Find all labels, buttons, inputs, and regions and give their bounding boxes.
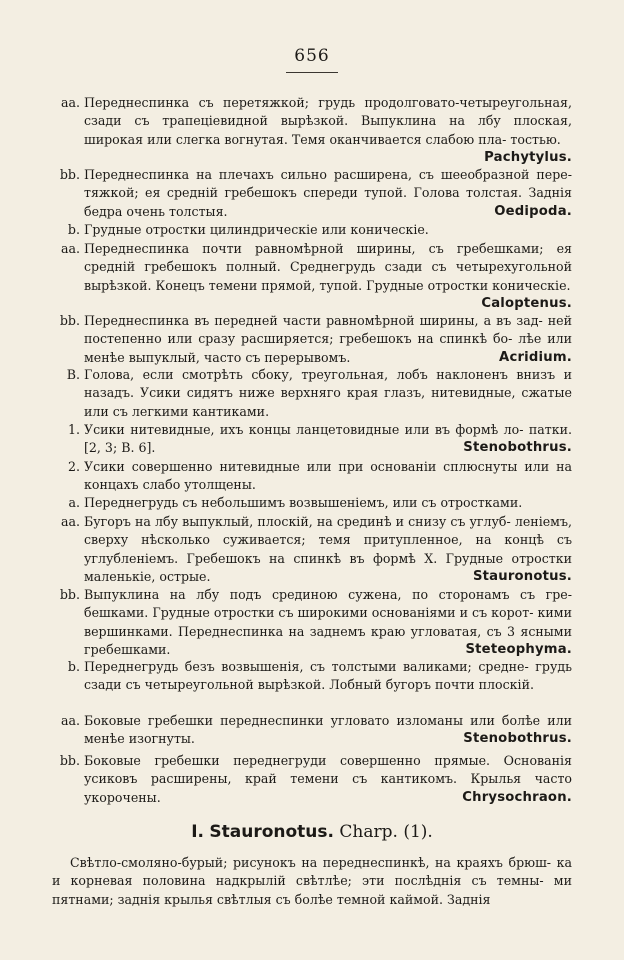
entry-text: Выпуклина на лбу подъ срединою сужена, по сторонамъ съ гре- бешками. Грудные отростки съ широкими основанiями и съ корот- кими вершинками. Переднеспинка на заднемъ краю угловатая, съ 3 ясными гребешками. (84, 587, 572, 658)
entry-text: Голова, если смотрѣть сбоку, треугольная, лобъ наклоненъ внизъ и назадъ. Усики сидятъ ниже верхняго края глазъ, нитевидные, сжатые или съ легкими кантиками. (84, 367, 572, 419)
entry-label: B. (66, 367, 80, 382)
key-entry (59, 586, 572, 660)
entry-text: Переднеспинка на плечахъ сильно расширена, съ шееобразной пере- тяжкой; ея среднiй гребешокъ спереди тупой. Голова толстая. Заднiя бедра очень толстыя. (84, 167, 572, 219)
key-entry (67, 221, 572, 239)
page-number-rule (286, 72, 338, 73)
entry-text: Боковые гребешки переднеспинки угловато изломаны или болѣе или менѣе изогнуты. (84, 713, 572, 747)
entry-text: Боковые гребешки переднегруди совершенно прямые. Основанiя усиковъ расширены, край темени съ кантикомъ. Крылья часто укорочены. (84, 753, 572, 805)
entry-body (84, 221, 572, 239)
key-entry (59, 752, 572, 807)
entry-genus: Oedipoda. (494, 203, 572, 219)
entry-label: 1. (67, 422, 80, 437)
key-entry (67, 458, 572, 495)
entry-text: Переднеспинка въ передней части равномѣрной ширины, а въ зад- ней постепенно или сразу расширяется; гребешокъ на спинкѣ бо- лѣе или менѣе выпуклый, часто съ перерывомъ. (84, 313, 572, 365)
entry-label: aa. (60, 514, 80, 529)
section-number: I. (191, 822, 204, 842)
entry-body (84, 658, 572, 695)
key-entry (68, 494, 572, 512)
entry-label: a. (68, 495, 80, 510)
entry-label: bb. (59, 167, 80, 182)
entry-body (84, 240, 572, 295)
entry-genus: Chrysochraon. (462, 789, 572, 805)
key-entry (66, 366, 572, 421)
entry-body (84, 421, 572, 458)
entry-body (84, 494, 572, 512)
key-entry (60, 240, 572, 314)
genus-description: Свѣтло-смоляно-бурый; рисунокъ на переднеспинкѣ, на краяхъ брюш- ка и корневая половина надкрылiй свѣтлѣе; эти послѣднiя съ темны- ми пятнами; заднiя крылья свѣтлыя съ болѣе темной каймой. Заднiя (52, 855, 572, 907)
entry-genus: Stenobothrus. (463, 731, 572, 747)
entry-genus: Acridium. (499, 349, 572, 365)
key-entry (59, 166, 572, 221)
entry-genus: Stenobothrus. (463, 440, 572, 456)
entry-genus: Pachytylus. (484, 150, 572, 166)
entry-text: Переднеспинка съ перетяжкой; грудь продолговато-четыреугольная, сзади съ трапецiевидной вырѣзкой. Выпуклина на лбу плоская, широкая или слегка вогнутая. Темя оканчивается слабою пла- тостью. (84, 95, 572, 147)
page-number: 656 (294, 46, 330, 66)
entry-genus: Caloptenus. (481, 296, 572, 312)
section-genus: Stauronotus. (209, 822, 334, 842)
entry-body (84, 166, 572, 221)
entry-text: Грудные отростки цилиндрическiе или коническiе. (84, 222, 429, 237)
entry-label: bb. (59, 587, 80, 602)
entry-body (84, 312, 572, 367)
entry-text: Бугоръ на лбу выпуклый, плоскiй, на срединѣ и снизу съ углуб- ленiемъ, сверху нѣсколько суживается; темя притупленное, на концѣ съ углубленiемъ. Гребешокъ на спинкѣ въ формѣ X. Грудные отростки маленькiе, острые. (84, 514, 572, 585)
entry-body (84, 513, 572, 587)
entry-label: aa. (60, 713, 80, 728)
key-entry (60, 712, 572, 749)
entry-body (84, 366, 572, 421)
entry-label: bb. (59, 313, 80, 328)
entry-label: 2. (67, 459, 80, 474)
entry-label: b. (67, 659, 80, 674)
entry-genus: Stauronotus. (472, 569, 572, 585)
key-entry (60, 513, 572, 587)
entry-genus: Steteophyma. (465, 642, 572, 658)
entry-body (84, 586, 572, 660)
entry-label: bb. (59, 753, 80, 768)
entry-body (84, 458, 572, 495)
entry-text: Усики совершенно нитевидные или при основанiи сплюснуты или на концахъ слабо утолщены. (84, 459, 572, 493)
section-heading (0, 822, 624, 842)
entry-text: Усики нитевидные, ихъ концы ланцетовидные или въ формѣ ло- патки. [2, 3; B. 6]. (84, 422, 572, 456)
entry-label: aa. (60, 95, 80, 110)
entry-text: Переднегрудь безъ возвышенiя, съ толстыми валиками; средне- грудь сзади съ четыреугольной вырѣзкой. Лобный бугоръ почти плоскiй. (84, 659, 572, 693)
entry-text: Переднеспинка почти равномѣрной ширины, съ гребешками; ея среднiй гребешокъ полный. Среднегрудь сзади съ четырехугольной вырѣзкой. Конецъ темени прямой, тупой. Грудные отростки коническiе. (84, 241, 572, 293)
entry-body (84, 94, 572, 166)
section-author: Charp. (1). (339, 822, 433, 842)
entry-body (84, 712, 572, 749)
entry-label: aa. (60, 241, 80, 256)
key-entry (67, 421, 572, 458)
key-entry (67, 658, 572, 695)
entry-text: Переднегрудь съ небольшимъ возвышенiемъ, или съ отростками. (84, 495, 523, 510)
key-entry (60, 94, 572, 168)
key-entry (59, 312, 572, 367)
entry-body (84, 752, 572, 807)
entry-label: b. (67, 222, 80, 237)
